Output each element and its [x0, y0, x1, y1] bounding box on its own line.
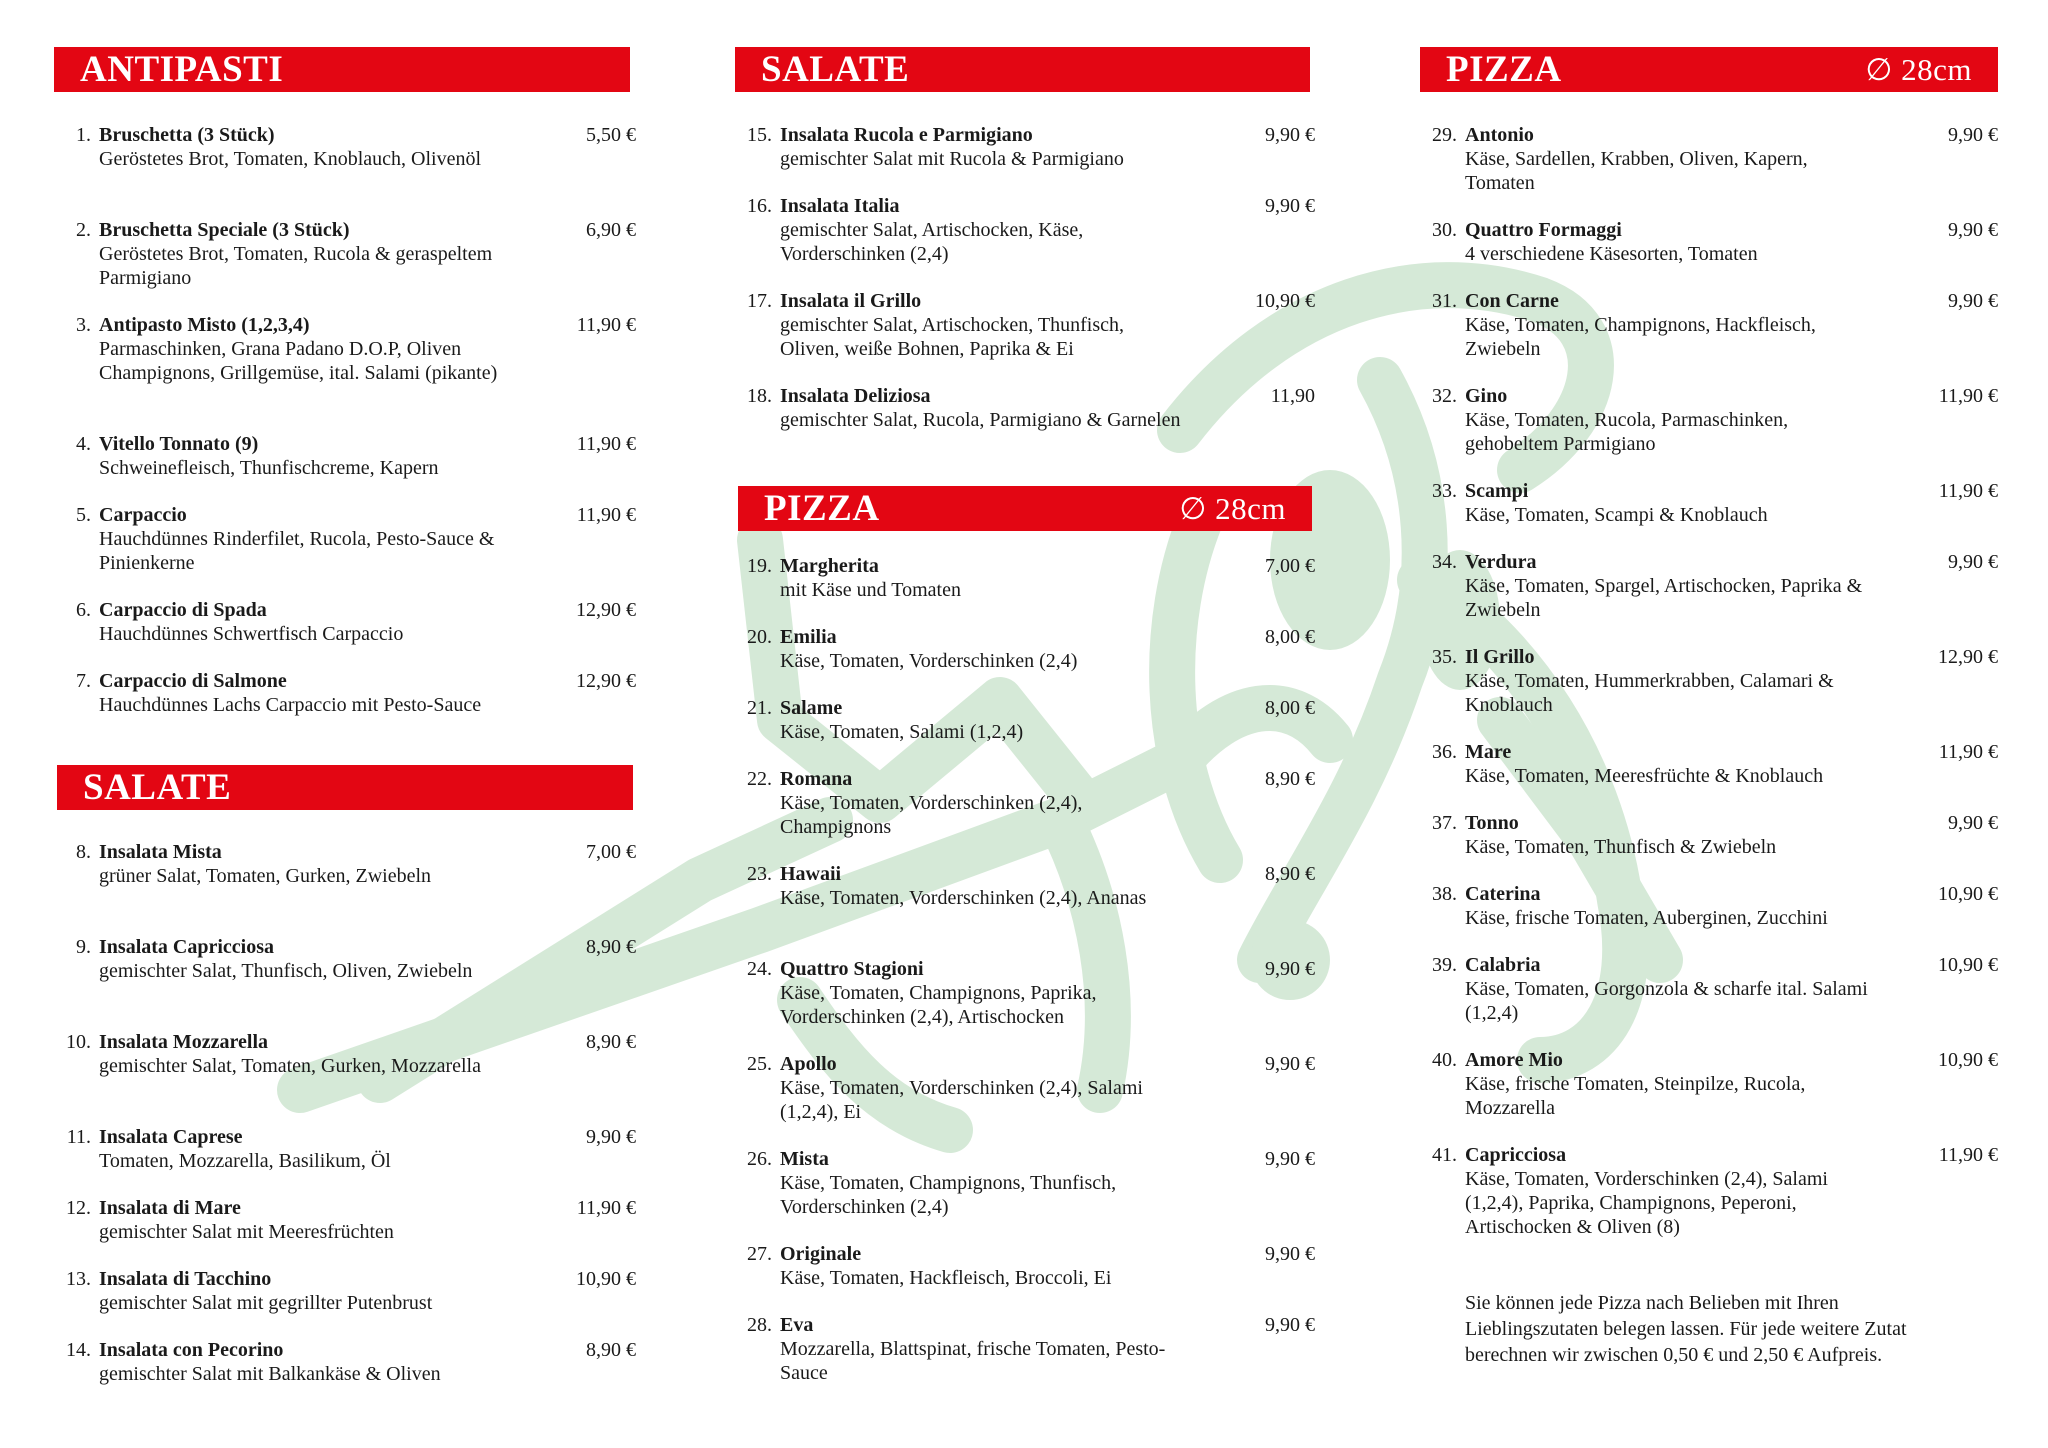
- item-number: 22.: [747, 768, 772, 790]
- menu-item: [735, 625, 1315, 673]
- item-body: [99, 1196, 506, 1244]
- item-description: gemischter Salat, Artischocken, Thunfisch, Oliven, weiße Bohnen, Paprika & Ei: [780, 314, 1124, 360]
- item-number: 28.: [747, 1314, 772, 1336]
- item-description: Käse, Tomaten, Vorderschinken (2,4), Salami (1,2,4), Ei: [780, 1077, 1143, 1123]
- item-number: 23.: [747, 863, 772, 885]
- item-name: Amore Mio: [1465, 1049, 1563, 1071]
- menu-item: [735, 862, 1315, 910]
- item-name: Carpaccio: [99, 504, 187, 526]
- menu-item: [735, 554, 1315, 602]
- menu-item: [735, 194, 1315, 266]
- item-number: 9.: [76, 936, 91, 958]
- item-name: Bruschetta (3 Stück): [99, 124, 275, 146]
- menu-item: [54, 1125, 636, 1173]
- item-body: [99, 218, 506, 290]
- menu-item: [54, 1030, 636, 1078]
- item-number: 31.: [1432, 290, 1457, 312]
- item-number: 19.: [747, 555, 772, 577]
- item-name: Carpaccio di Spada: [99, 599, 267, 621]
- item-number: 35.: [1432, 646, 1457, 668]
- item-body: [1465, 384, 1868, 456]
- item-body: [780, 862, 1185, 910]
- section-header-salate: [735, 47, 1310, 92]
- item-name: Bruschetta Speciale (3 Stück): [99, 219, 350, 241]
- item-description: mit Käse und Tomaten: [780, 579, 961, 601]
- menu-item: [54, 218, 636, 290]
- menu-item: [54, 313, 636, 385]
- menu-item: [54, 1196, 636, 1244]
- item-number: 29.: [1432, 124, 1457, 146]
- menu-item: [735, 123, 1315, 171]
- item-number: 25.: [747, 1053, 772, 1075]
- item-body: [1465, 289, 1868, 361]
- item-description: Geröstetes Brot, Tomaten, Knoblauch, Olivenöl: [99, 148, 482, 170]
- item-price: 8,90 €: [586, 1031, 636, 1053]
- item-number: 16.: [747, 195, 772, 217]
- item-price: 9,90 €: [586, 1126, 636, 1148]
- item-description: grüner Salat, Tomaten, Gurken, Zwiebeln: [99, 865, 432, 887]
- item-price: 10,90 €: [1938, 883, 1998, 905]
- item-number: 17.: [747, 290, 772, 312]
- item-number: 38.: [1432, 883, 1457, 905]
- menu-item: [735, 1242, 1315, 1290]
- menu-item: [1420, 882, 1998, 930]
- item-name: Calabria: [1465, 954, 1541, 976]
- item-description: Mozzarella, Blattspinat, frische Tomaten, Pesto-Sauce: [780, 1338, 1166, 1384]
- item-price: 10,90 €: [576, 1268, 636, 1290]
- item-name: Insalata Mista: [99, 841, 222, 863]
- section-title: SALATE: [83, 767, 232, 808]
- item-number: 24.: [747, 958, 772, 980]
- item-name: Insalata di Tacchino: [99, 1268, 272, 1290]
- menu-item: [1420, 1143, 1998, 1239]
- item-description: Käse, Sardellen, Krabben, Oliven, Kapern, Tomaten: [1465, 148, 1808, 194]
- item-description: gemischter Salat mit Meeresfrüchten: [99, 1221, 394, 1243]
- item-name: Insalata Capricciosa: [99, 936, 274, 958]
- item-body: [99, 1030, 506, 1078]
- item-name: Margherita: [780, 555, 879, 577]
- item-number: 27.: [747, 1243, 772, 1265]
- menu-item: [735, 767, 1315, 839]
- item-number: 10.: [66, 1031, 91, 1053]
- item-price: 8,00 €: [1265, 697, 1315, 719]
- item-description: gemischter Salat mit gegrillter Putenbrust: [99, 1292, 433, 1314]
- item-price: 9,90 €: [1265, 1148, 1315, 1170]
- item-name: Verdura: [1465, 551, 1537, 573]
- item-body: [1465, 479, 1868, 527]
- section-header-pizza: [738, 486, 1312, 531]
- item-body: [780, 696, 1185, 744]
- item-number: 20.: [747, 626, 772, 648]
- item-body: [1465, 740, 1868, 788]
- item-name: Apollo: [780, 1053, 837, 1075]
- item-number: 34.: [1432, 551, 1457, 573]
- item-name: Emilia: [780, 626, 837, 648]
- item-price: 9,90 €: [1265, 1314, 1315, 1336]
- item-name: Insalata con Pecorino: [99, 1339, 284, 1361]
- item-name: Con Carne: [1465, 290, 1559, 312]
- item-description: Käse, frische Tomaten, Auberginen, Zucchini: [1465, 907, 1828, 929]
- item-price: 10,90 €: [1255, 290, 1315, 312]
- item-number: 2.: [76, 219, 91, 241]
- menu-item: [1420, 645, 1998, 717]
- item-name: Mare: [1465, 741, 1512, 763]
- item-price: 8,90 €: [586, 936, 636, 958]
- item-price: 11,90 €: [1938, 741, 1998, 763]
- item-name: Insalata Rucola e Parmigiano: [780, 124, 1033, 146]
- item-body: [99, 1338, 506, 1386]
- item-body: [780, 1242, 1185, 1290]
- item-price: 9,90 €: [1948, 219, 1998, 241]
- item-description: Käse, Tomaten, Hummerkrabben, Calamari & Knoblauch: [1465, 670, 1834, 716]
- item-body: [1465, 218, 1868, 266]
- item-description: Schweinefleisch, Thunfischcreme, Kapern: [99, 457, 439, 479]
- menu-item: [1420, 479, 1998, 527]
- item-name: Vitello Tonnato (9): [99, 433, 259, 455]
- item-name: Antonio: [1465, 124, 1534, 146]
- item-name: Hawaii: [780, 863, 842, 885]
- item-number: 32.: [1432, 385, 1457, 407]
- item-body: [1465, 811, 1868, 859]
- item-price: 10,90 €: [1938, 954, 1998, 976]
- item-description: Hauchdünnes Lachs Carpaccio mit Pesto-Sauce: [99, 694, 482, 716]
- item-body: [780, 1147, 1185, 1219]
- item-number: 37.: [1432, 812, 1457, 834]
- item-price: 11,90 €: [576, 314, 636, 336]
- item-number: 40.: [1432, 1049, 1457, 1071]
- item-price: 9,90 €: [1948, 290, 1998, 312]
- item-body: [99, 432, 506, 480]
- menu-item: [54, 669, 636, 717]
- item-body: [780, 1052, 1185, 1124]
- item-name: Originale: [780, 1243, 862, 1265]
- item-description: Käse, Tomaten, Vorderschinken (2,4), Salami (1,2,4), Paprika, Champignons, Peperoni, Artischocken & Oliven (8): [1465, 1168, 1828, 1238]
- item-name: Mista: [780, 1148, 829, 1170]
- item-description: Tomaten, Mozzarella, Basilikum, Öl: [99, 1150, 391, 1172]
- menu-item: [54, 840, 636, 888]
- item-description: gemischter Salat, Thunfisch, Oliven, Zwiebeln: [99, 960, 473, 982]
- item-body: [780, 767, 1185, 839]
- item-name: Caterina: [1465, 883, 1541, 905]
- item-description: gemischter Salat mit Balkankäse & Oliven: [99, 1363, 441, 1385]
- item-name: Quattro Formaggi: [1465, 219, 1622, 241]
- menu-item: [735, 696, 1315, 744]
- item-description: Hauchdünnes Schwertfisch Carpaccio: [99, 623, 404, 645]
- item-description: Käse, Tomaten, Rucola, Parmaschinken, gehobeltem Parmigiano: [1465, 409, 1789, 455]
- item-body: [1465, 953, 1868, 1025]
- item-body: [1465, 550, 1868, 622]
- item-name: Romana: [780, 768, 853, 790]
- item-description: Käse, Tomaten, Spargel, Artischocken, Paprika & Zwiebeln: [1465, 575, 1863, 621]
- section-header-salate: [57, 765, 633, 810]
- item-name: Insalata Italia: [780, 195, 900, 217]
- item-body: [1465, 123, 1868, 195]
- item-body: [780, 625, 1185, 673]
- menu-item: [54, 432, 636, 480]
- item-description: Käse, Tomaten, Gorgonzola & scharfe ital. Salami (1,2,4): [1465, 978, 1868, 1024]
- item-description: Käse, Tomaten, Hackfleisch, Broccoli, Ei: [780, 1267, 1112, 1289]
- item-number: 26.: [747, 1148, 772, 1170]
- item-body: [99, 935, 506, 983]
- menu-item: [1420, 384, 1998, 456]
- item-price: 9,90 €: [1265, 195, 1315, 217]
- item-body: [99, 503, 506, 575]
- section-title: PIZZA: [764, 488, 880, 529]
- menu-item: [54, 935, 636, 983]
- item-name: Insalata Mozzarella: [99, 1031, 269, 1053]
- section-title: PIZZA: [1446, 49, 1562, 90]
- menu-item: [735, 289, 1315, 361]
- item-name: Tonno: [1465, 812, 1519, 834]
- item-price: 11,90 €: [576, 504, 636, 526]
- menu-item: [735, 384, 1315, 432]
- item-price: 12,90 €: [576, 670, 636, 692]
- item-body: [1465, 1048, 1868, 1120]
- menu-item: [735, 1313, 1315, 1385]
- item-name: Gino: [1465, 385, 1508, 407]
- item-price: 11,90 €: [576, 433, 636, 455]
- item-price: 9,90 €: [1948, 124, 1998, 146]
- item-price: 9,90 €: [1265, 1053, 1315, 1075]
- section-header-pizza: [1420, 47, 1998, 92]
- item-name: Il Grillo: [1465, 646, 1535, 668]
- item-number: 4.: [76, 433, 91, 455]
- item-body: [780, 957, 1185, 1029]
- item-name: Insalata Caprese: [99, 1126, 243, 1148]
- menu-item: [54, 598, 636, 646]
- menu-item: [54, 503, 636, 575]
- item-price: 9,90 €: [1265, 1243, 1315, 1265]
- item-description: Käse, Tomaten, Scampi & Knoblauch: [1465, 504, 1768, 526]
- item-number: 8.: [76, 841, 91, 863]
- item-price: 8,90 €: [1265, 863, 1315, 885]
- item-name: Insalata Deliziosa: [780, 385, 931, 407]
- menu-item: [1420, 218, 1998, 266]
- item-price: 6,90 €: [586, 219, 636, 241]
- column-right: [1420, 0, 1998, 1448]
- menu-item: [1420, 811, 1998, 859]
- item-name: Salame: [780, 697, 843, 719]
- item-price: 11,90 €: [1938, 480, 1998, 502]
- item-price: 10,90 €: [1938, 1049, 1998, 1071]
- item-price: 11,90 €: [576, 1197, 636, 1219]
- menu-item: [735, 957, 1315, 1029]
- item-body: [1465, 882, 1868, 930]
- item-description: Käse, Tomaten, Vorderschinken (2,4), Ananas: [780, 887, 1147, 909]
- item-name: Antipasto Misto (1,2,3,4): [99, 314, 310, 336]
- item-description: 4 verschiedene Käsesorten, Tomaten: [1465, 243, 1758, 265]
- item-number: 6.: [76, 599, 91, 621]
- item-description: Käse, Tomaten, Champignons, Hackfleisch, Zwiebeln: [1465, 314, 1816, 360]
- item-description: Käse, Tomaten, Champignons, Thunfisch, Vorderschinken (2,4): [780, 1172, 1117, 1218]
- item-body: [99, 313, 506, 385]
- item-body: [99, 1125, 506, 1173]
- item-price: 8,90 €: [586, 1339, 636, 1361]
- item-number: 36.: [1432, 741, 1457, 763]
- item-description: Parmaschinken, Grana Padano D.O.P, Oliven Champignons, Grillgemüse, ital. Salami (pikante): [99, 338, 498, 384]
- item-body: [780, 384, 1185, 432]
- item-number: 41.: [1432, 1144, 1457, 1166]
- item-name: Insalata di Mare: [99, 1197, 241, 1219]
- item-price: 7,00 €: [1265, 555, 1315, 577]
- item-description: Käse, Tomaten, Salami (1,2,4): [780, 721, 1024, 743]
- column-left: [54, 0, 636, 1448]
- menu-item: [1420, 953, 1998, 1025]
- item-body: [99, 669, 506, 717]
- pizza-size-label: ∅ 28cm: [1179, 490, 1286, 526]
- item-name: Capricciosa: [1465, 1144, 1567, 1166]
- menu-item: [54, 123, 636, 171]
- item-price: 11,90 €: [1938, 385, 1998, 407]
- menu-item: [54, 1267, 636, 1315]
- item-body: [99, 840, 506, 888]
- pizza-size-label: ∅ 28cm: [1865, 51, 1972, 87]
- item-name: Quattro Stagioni: [780, 958, 924, 980]
- item-number: 7.: [76, 670, 91, 692]
- item-description: Käse, frische Tomaten, Steinpilze, Rucola, Mozzarella: [1465, 1073, 1806, 1119]
- item-description: Käse, Tomaten, Champignons, Paprika, Vorderschinken (2,4), Artischocken: [780, 982, 1097, 1028]
- item-body: [780, 554, 1185, 602]
- item-number: 33.: [1432, 480, 1457, 502]
- item-body: [780, 123, 1185, 171]
- item-price: 11,90 €: [1938, 1144, 1998, 1166]
- item-number: 3.: [76, 314, 91, 336]
- item-description: Käse, Tomaten, Vorderschinken (2,4), Champignons: [780, 792, 1083, 838]
- column-middle: [735, 0, 1315, 1448]
- item-price: 9,90 €: [1948, 812, 1998, 834]
- item-price: 9,90 €: [1265, 124, 1315, 146]
- item-body: [780, 289, 1185, 361]
- item-price: 9,90 €: [1948, 551, 1998, 573]
- item-number: 1.: [76, 124, 91, 146]
- section-title: ANTIPASTI: [80, 49, 284, 90]
- item-number: 18.: [747, 385, 772, 407]
- menu-item: [735, 1147, 1315, 1219]
- menu-item: [1420, 1048, 1998, 1120]
- item-name: Scampi: [1465, 480, 1529, 502]
- item-name: Insalata il Grillo: [780, 290, 922, 312]
- item-price: 8,00 €: [1265, 626, 1315, 648]
- item-number: 11.: [66, 1126, 91, 1148]
- item-description: Käse, Tomaten, Thunfisch & Zwiebeln: [1465, 836, 1777, 858]
- item-body: [780, 194, 1185, 266]
- item-number: 21.: [747, 697, 772, 719]
- item-body: [1465, 645, 1868, 717]
- item-body: [1465, 1143, 1868, 1239]
- item-description: Geröstetes Brot, Tomaten, Rucola & geraspeltem Parmigiano: [99, 243, 493, 289]
- item-description: Hauchdünnes Rinderfilet, Rucola, Pesto-Sauce & Pinienkerne: [99, 528, 495, 574]
- section-header-antipasti: [54, 47, 630, 92]
- menu-item: [735, 1052, 1315, 1124]
- item-description: gemischter Salat mit Rucola & Parmigiano: [780, 148, 1124, 170]
- item-body: [99, 598, 506, 646]
- item-price: 5,50 €: [586, 124, 636, 146]
- item-price: 8,90 €: [1265, 768, 1315, 790]
- item-number: 15.: [747, 124, 772, 146]
- item-number: 14.: [66, 1339, 91, 1361]
- menu-item: [54, 1338, 636, 1386]
- item-description: gemischter Salat, Rucola, Parmigiano & Garnelen: [780, 409, 1181, 431]
- extra-toppings-note: Sie können jede Pizza nach Belieben mit Ihren Lieblingszutaten belegen lassen. Für jede weitere Zutat berechnen wir zwischen 0,50 € und 2,50 € Aufpreis.: [1465, 1292, 1907, 1366]
- item-body: [99, 123, 506, 171]
- item-price: 12,90 €: [1938, 646, 1998, 668]
- item-number: 5.: [76, 504, 91, 526]
- item-number: 12.: [66, 1197, 91, 1219]
- menu-item: [1420, 740, 1998, 788]
- item-body: [780, 1313, 1185, 1385]
- item-number: 39.: [1432, 954, 1457, 976]
- item-description: gemischter Salat, Artischocken, Käse, Vorderschinken (2,4): [780, 219, 1084, 265]
- item-name: Eva: [780, 1314, 814, 1336]
- menu-item: [1420, 289, 1998, 361]
- menu-item: [1420, 123, 1998, 195]
- menu-item: [1420, 550, 1998, 622]
- item-description: Käse, Tomaten, Vorderschinken (2,4): [780, 650, 1078, 672]
- item-price: 9,90 €: [1265, 958, 1315, 980]
- section-title: SALATE: [761, 49, 910, 90]
- item-number: 13.: [66, 1268, 91, 1290]
- item-number: 30.: [1432, 219, 1457, 241]
- item-price: 11,90: [1270, 385, 1315, 407]
- item-description: Käse, Tomaten, Meeresfrüchte & Knoblauch: [1465, 765, 1824, 787]
- item-price: 7,00 €: [586, 841, 636, 863]
- item-body: [99, 1267, 506, 1315]
- item-price: 12,90 €: [576, 599, 636, 621]
- item-name: Carpaccio di Salmone: [99, 670, 287, 692]
- item-description: gemischter Salat, Tomaten, Gurken, Mozzarella: [99, 1055, 481, 1077]
